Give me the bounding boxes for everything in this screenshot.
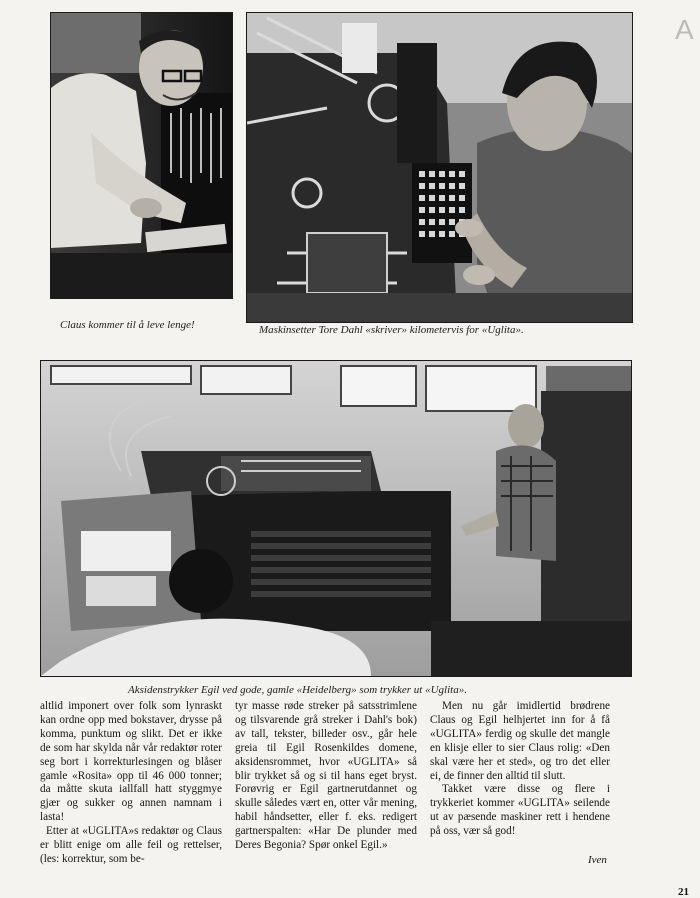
- article-column-1: [40, 700, 222, 867]
- article-column-3: [430, 700, 610, 839]
- article-paragraph: altlid imponert over folk som lynraskt kan ordne opp med bokstaver, drysse på komma, punktum og slikt. Det er ikke de som har skylda når vår redaktør roter seg bort i korrekturlesingen og blåser gamle «Rosita» opp til 46 000 tonner; da måtte skuta iallfall hatt styggmye gjær og sukker og annen namnam i lasta!: [40, 700, 222, 824]
- edge-residue: A: [675, 14, 694, 44]
- caption-tore-dahl: Maskinsetter Tore Dahl «skriver» kilometervis for «Uglita».: [259, 324, 524, 336]
- photo-claus: [50, 12, 233, 299]
- article-column-2: [235, 700, 417, 853]
- page-number: 21: [678, 886, 689, 898]
- article-paragraph: Men nu går imidlertid brødrene Claus og Egil helhjertet inn for å få «UGLITA» ferdig og skulle det mangle en klisje eller to sier Claus rolig: «Den skal være her et sted», og tro det eller ei, de finner den alltid til slutt.: [430, 700, 610, 782]
- caption-claus: Claus kommer til å leve lenge!: [60, 319, 195, 331]
- article-paragraph: Etter at «UGLITA»s redaktør og Claus er blitt enige om alle feil og rettelser, (les: korrektur, som be-: [40, 825, 222, 865]
- author-signature: Iven: [588, 854, 607, 866]
- photo-tore-dahl: [246, 12, 633, 323]
- caption-egil-heidelberg: Aksidenstrykker Egil ved gode, gamle «Heidelberg» som trykker ut «Uglita».: [128, 684, 467, 696]
- article-paragraph: Takket være disse og flere i trykkeriet kommer «UGLITA» seilende ut av pæsende maskiner rett i hendene på oss, vær så god!: [430, 783, 610, 838]
- photo-egil-heidelberg: [40, 360, 632, 677]
- article-paragraph: tyr masse røde streker på satsstrimlene og tilsvarende grå streker i Dahl's bok) av tall, tekster, billeder osv., går hele greia til Egil Rosenkildes domene, aksidensrommet, hvor «UGLITA» så blir trykket så og si til hans eget bryst. Forøvrig er Egil gartnerutdannet og skulle således vært en, otter vår mening, habil håndsetter, eller f. eks. redigert gartnerspalten: «Har De plunder med Deres Begonia? Spør onkel Egil.»: [235, 700, 417, 852]
